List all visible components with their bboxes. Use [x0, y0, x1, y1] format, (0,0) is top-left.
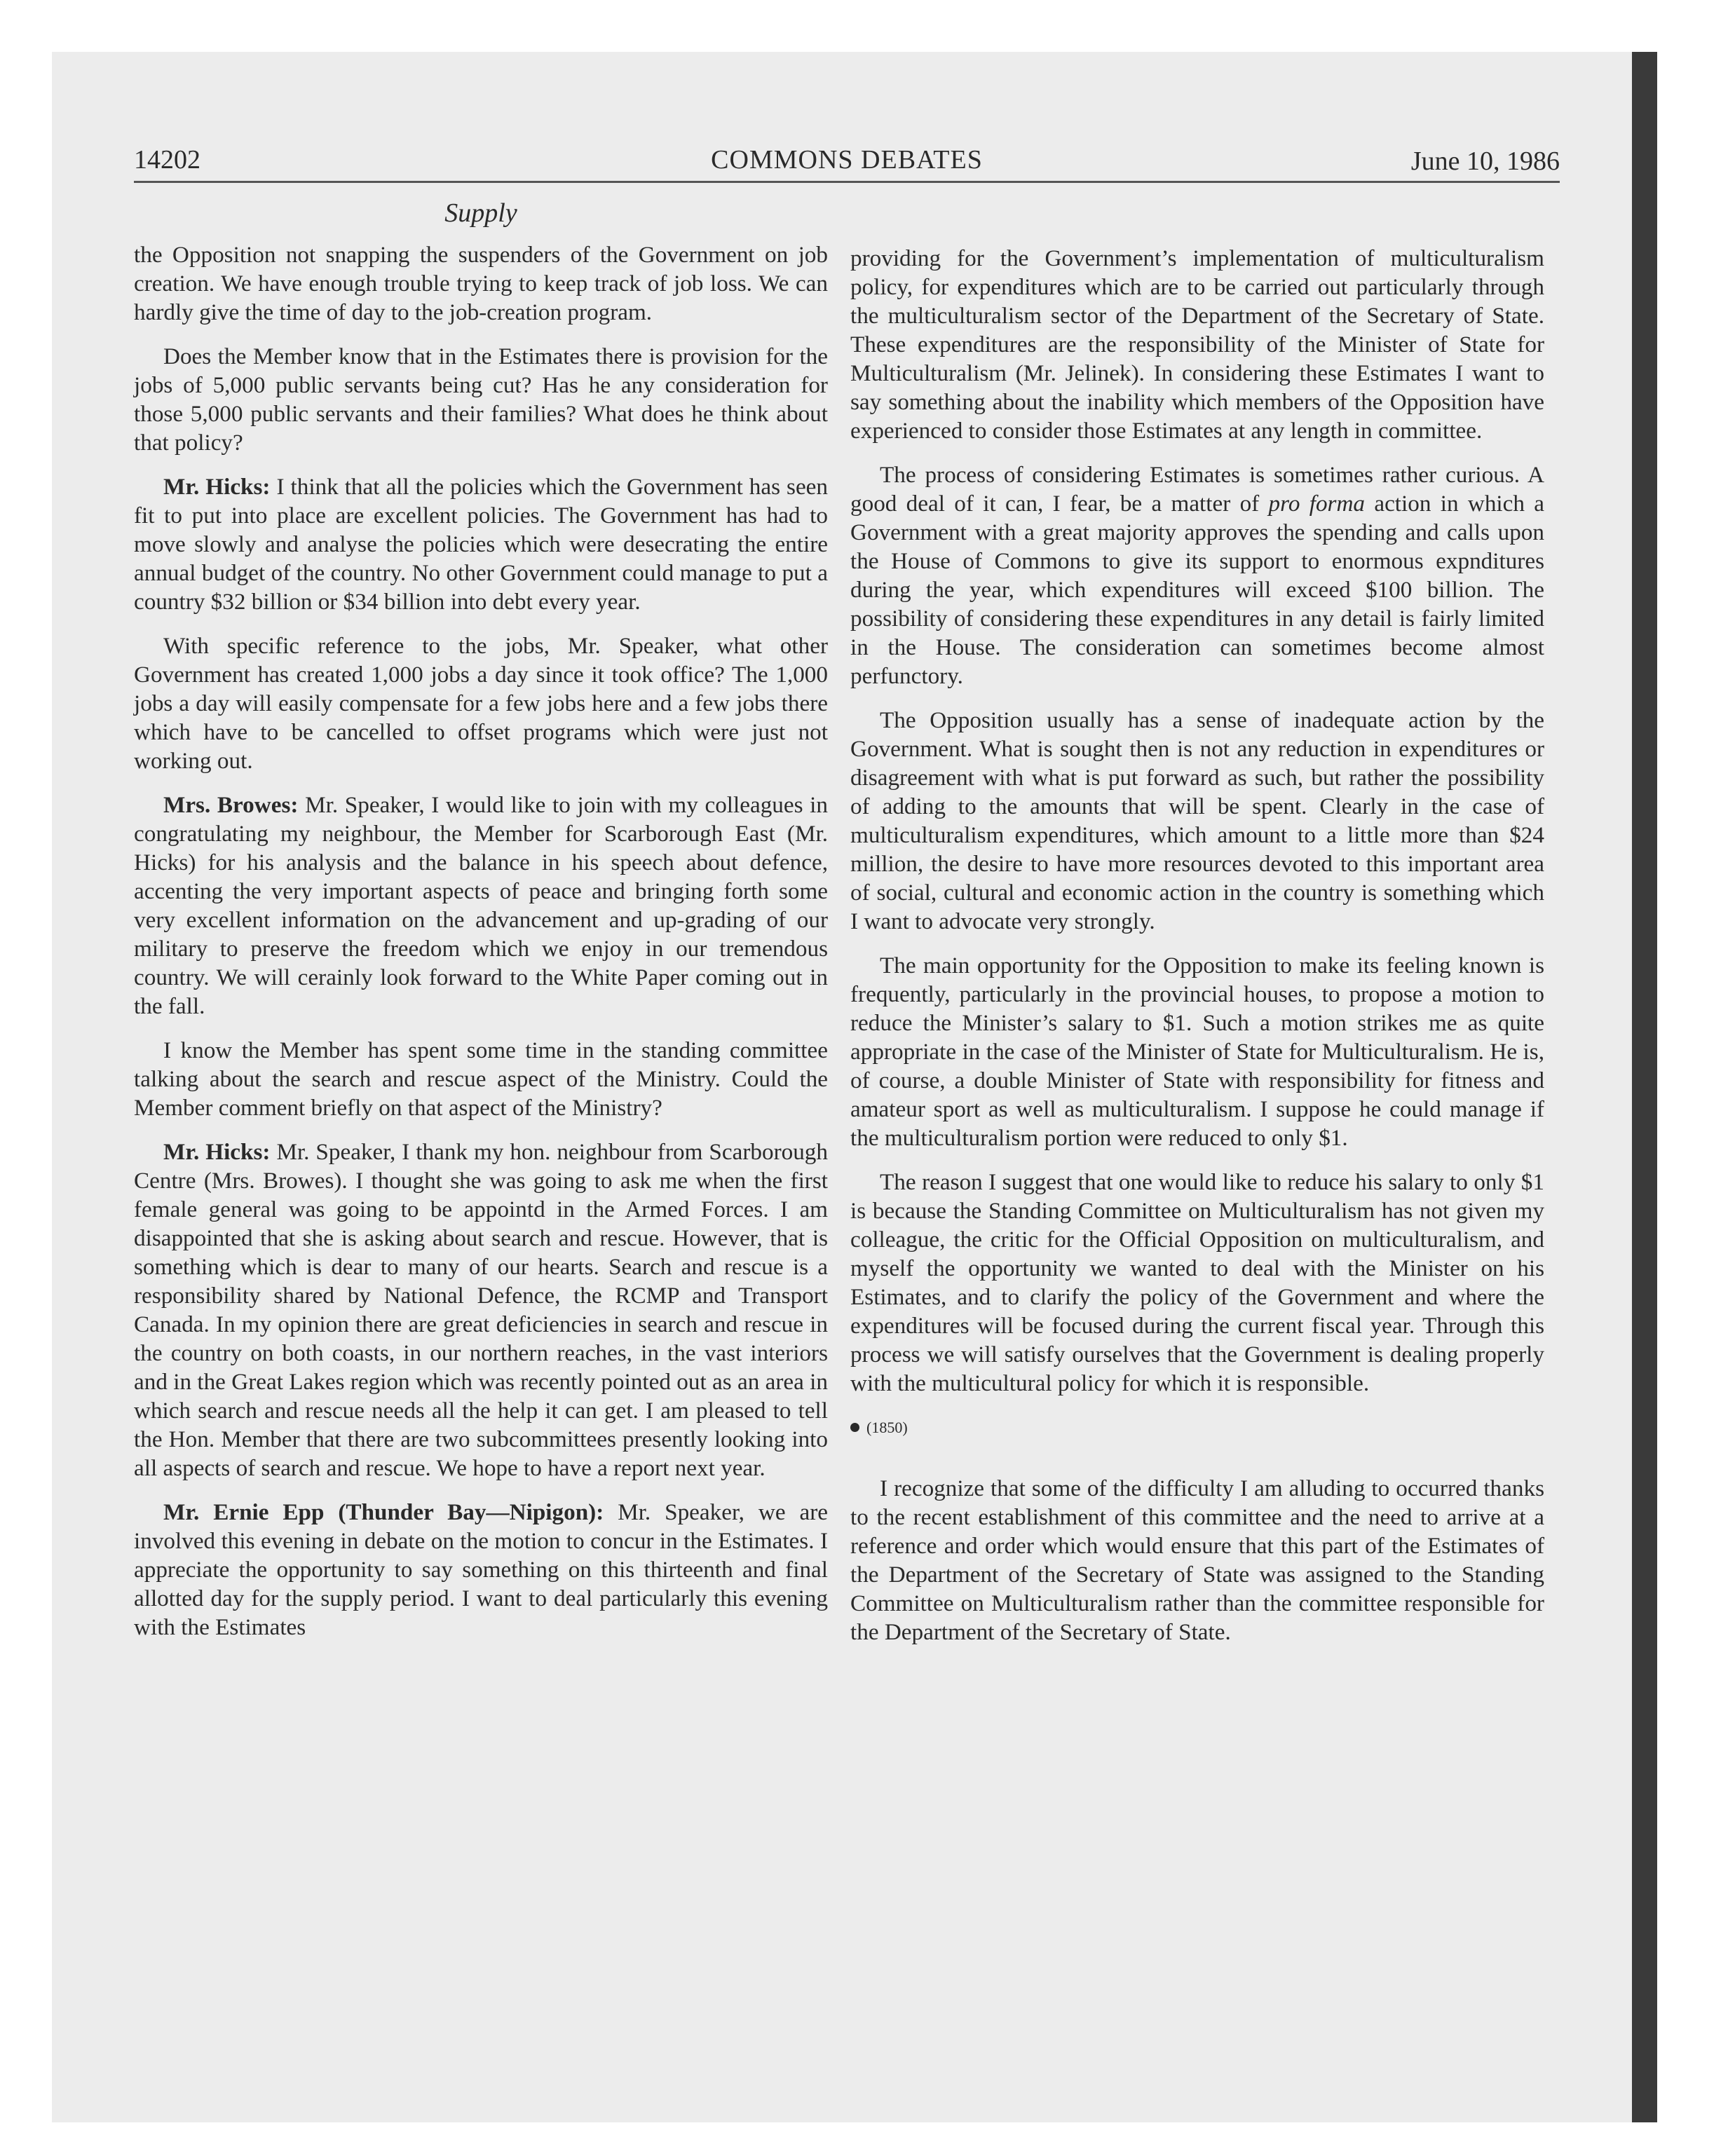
paragraph: The Opposition usually has a sense of inadequate action by the Government. What is sought then is not any reduction in expenditures or disagreement with what is put forward as such, but rather the possibility of adding to the amounts that will be spent. Clearly in the case of multiculturalism expenditures, which amount to a little more than $24 million, the desire to have more resources devoted to this important area of social, cultural and economic action in the country is something which I want to advocate very strongly.: [850, 707, 1544, 934]
speaker-name: Mrs. Browes:: [163, 792, 299, 818]
paragraph: I recognize that some of the difficulty I am alluding to occurred thanks to the recent establishment of this committee and the need to arrive at a reference and order which would ensure that this part of the Estimates of the Department of the Secretary of State was assigned to the Standing Committee on Multiculturalism rather than the committee responsible for the Department of the Secretary of State.: [850, 1475, 1544, 1645]
italic-term: pro forma: [1268, 491, 1366, 517]
left-column: [134, 240, 828, 1657]
running-head: Supply: [444, 198, 517, 228]
time-stamp: (1850): [866, 1419, 908, 1436]
paragraph: With specific reference to the jobs, Mr. Speaker, what other Government has created 1,000 jobs a day since it took office? The 1,000 jobs a day will easily compensate for a few jobs here and a few jobs there which have to be cancelled to offset programs which were just not working out.: [134, 633, 828, 774]
page-number: 14202: [134, 145, 200, 175]
paragraph: Mr. Hicks: Mr. Speaker, I thank my hon. neighbour from Scarborough Centre (Mrs. Browes). I thought she was going to ask me when the first female general was going to be appointd in the Armed Forces. I am disappointed that she is asking about search and rescue. However, that is something which is dear to many of our hearts. Search and rescue is a responsibility shared by National Defence, the RCMP and Transport Canada. In my opinion there are great deficiencies in search and rescue in the country on both coasts, in our northern reaches, in the vast interiors and in the Great Lakes region which was recently pointed out as an area in which search and rescue needs all the help it can get. I am pleased to tell the Hon. Member that there are two subcommittees presently looking into all aspects of search and rescue. We hope to have a report next year.: [134, 1139, 828, 1481]
paragraph: Does the Member know that in the Estimates there is provision for the jobs of 5,000 public servants being cut? Has he any consideration for those 5,000 public servants and their families? What does he think about that policy?: [134, 343, 828, 456]
time-marker: [850, 1413, 1544, 1442]
speaker-name: Mr. Hicks:: [163, 474, 271, 500]
speaker-name: Mr. Ernie Epp (Thunder Bay—Nipigon):: [163, 1499, 604, 1525]
speaker-name: Mr. Hicks:: [163, 1139, 271, 1165]
journal-title: COMMONS DEBATES: [711, 145, 983, 175]
paragraph: providing for the Government’s implementation of multiculturalism policy, for expenditures which are to be carried out particularly through the multiculturalism sector of the Department of the Secretary of State. These expenditures are the responsibility of the Minister of State for Multiculturalism (Mr. Jelinek). In considering these Estimates I want to say something about the inability which members of the Opposition have experienced to consider those Estimates at any length in committee.: [850, 245, 1544, 444]
page-header: [134, 144, 1560, 183]
paragraph: Mrs. Browes: Mr. Speaker, I would like to join with my colleagues in congratulating my neighbour, the Member for Scarborough East (Mr. Hicks) for his analysis and the balance in his speech about defence, accenting the very important aspects of peace and bringing forth some very excellent information on the advancement and up-grading of our military to preserve the freedom which we enjoy in our tremendous country. We will cerainly look forward to the White Paper coming out in the fall.: [134, 792, 828, 1019]
paragraph: I know the Member has spent some time in the standing committee talking about the search and rescue aspect of the Ministry. Could the Member comment briefly on that aspect of the Ministry?: [134, 1037, 828, 1121]
paragraph: Mr. Ernie Epp (Thunder Bay—Nipigon): Mr. Speaker, we are involved this evening in debate on the motion to concur in the Estimates. I appreciate the opportunity to say something on this thirteenth and final allotted day for the supply period. I want to deal particularly this evening with the Estimates: [134, 1499, 829, 1640]
paragraph: The reason I suggest that one would like to reduce his salary to only $1 is because the Standing Committee on Multiculturalism has not given my colleague, the critic for the Official Opposition on multiculturalism, and myself the opportunity we wanted to deal with the Minister on his Estimates, and to clarify the policy of the Government and where the expenditures will be focused during the current fiscal year. Through this process we will satisfy ourselves that the Government is dealing properly with the multicultural policy for which it is responsible.: [850, 1169, 1544, 1396]
bullet-icon: [850, 1423, 859, 1432]
issue-date: June 10, 1986: [1410, 146, 1560, 176]
paragraph: the Opposition not snapping the suspenders of the Government on job creation. We have enough trouble trying to keep track of job loss. We can hardly give the time of day to the job-creation program.: [134, 242, 828, 325]
right-column: [850, 244, 1544, 1662]
paragraph: Mr. Hicks: I think that all the policies which the Government has seen fit to put into place are excellent policies. The Government has had to move slowly and analyse the policies which were desecrating the entire annual budget of the country. No other Government could manage to put a country $32 billion or $34 billion into debt every year.: [134, 474, 829, 615]
paragraph: The process of considering Estimates is sometimes rather curious. A good deal of it can, I fear, be a matter of pro forma action in which a Government with a great majority approves the spending and calls upon the House of Commons to give its support to enormous expnditures during the year, which expenditures will exceed $100 billion. The possibility of considering these expenditures in any detail is fairly limited in the House. The consideration can sometimes become almost perfunctory.: [850, 462, 1545, 689]
scan-edge-shadow: [1632, 52, 1657, 2122]
paragraph: The main opportunity for the Opposition to make its feeling known is frequently, particularly in the provincial houses, to propose a motion to reduce the Minister’s salary to $1. Such a motion strikes me as quite appropriate in the case of the Minister of State for Multiculturalism. He is, of course, a double Minister of State with responsibility for fitness and amateur sport as well as multiculturalism. I suppose he could manage if the multiculturalism portion were reduced to only $1.: [850, 953, 1544, 1151]
